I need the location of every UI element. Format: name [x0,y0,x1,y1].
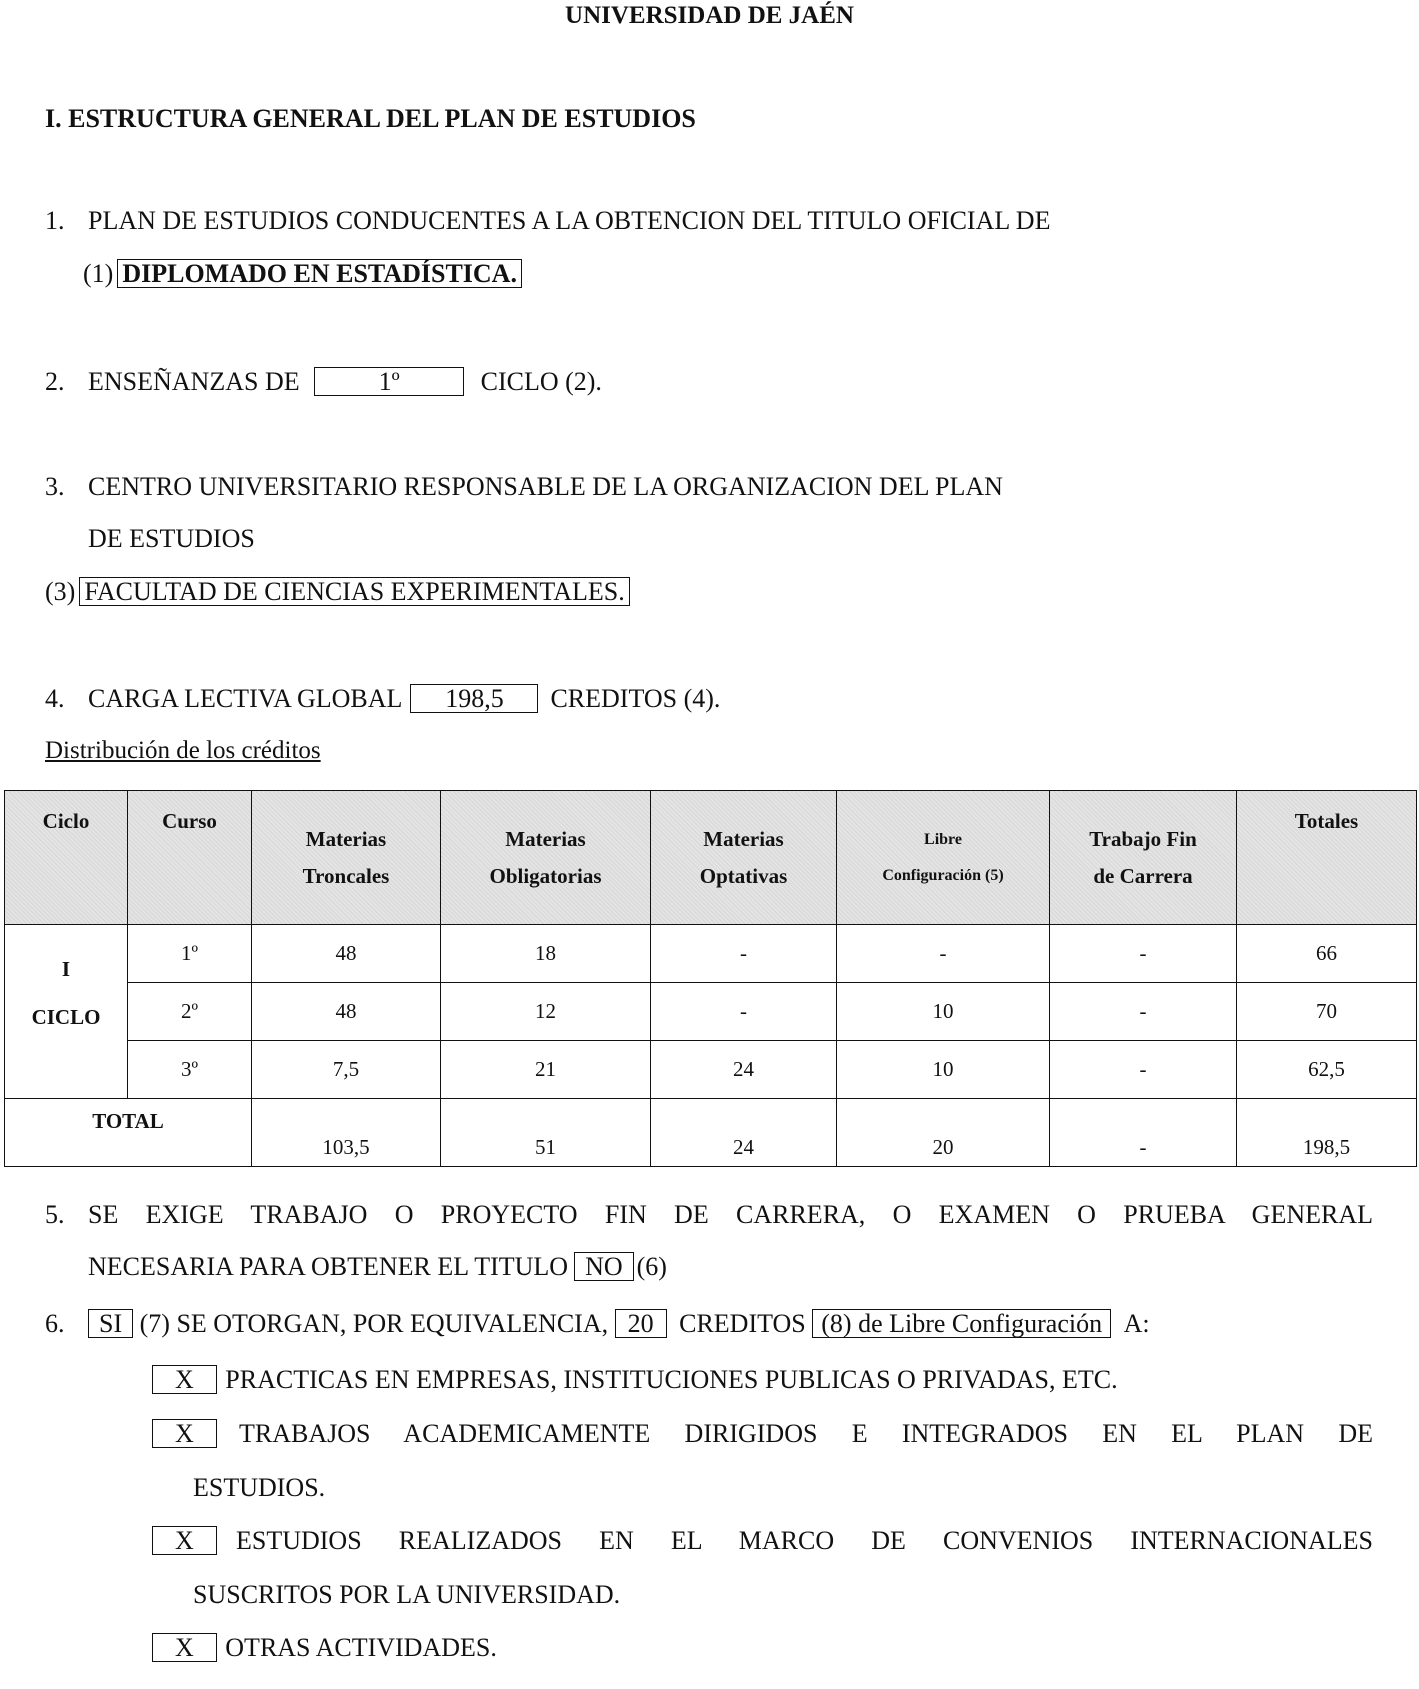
curso-cell: 2º [128,983,252,1041]
total-libre-cell: 20 [837,1099,1050,1167]
item2-prefix: ENSEÑANZAS DE [88,367,300,396]
option-label: TRABAJOS ACADEMICAMENTE DIRIGIDOS E INTEGRADOS EN EL PLAN DE [239,1419,1373,1448]
trabajo-cell: - [1050,1041,1237,1099]
obligatorias-cell: 12 [441,983,651,1041]
item6-number: 6. [45,1309,65,1338]
item1-answer-line [83,259,522,289]
obligatorias-cell: 21 [441,1041,651,1099]
credits-distribution-table [4,790,1417,1167]
item3-number: 3. [45,472,65,501]
item3-line1: CENTRO UNIVERSITARIO RESPONSABLE DE LA ORGANIZACION DEL PLAN [88,472,1003,501]
item1-ref: (1) [83,259,114,288]
curso-cell: 3º [128,1041,252,1099]
item3-answer-line [45,577,630,607]
header-totales: Totales [1237,791,1417,925]
total-optativas-cell: 24 [651,1099,837,1167]
option-label-continued: SUSCRITOS POR LA UNIVERSIDAD. [193,1580,621,1609]
total-label-cell: TOTAL [5,1099,252,1167]
option-checkbox: X [152,1633,217,1662]
troncales-cell: 7,5 [252,1041,441,1099]
total-obligatorias-cell: 51 [441,1099,651,1167]
libre-cell: - [837,925,1050,983]
header-obligatorias: Materias Obligatorias [441,791,651,925]
option-convenios-checkbox-line [152,1526,217,1556]
optativas-cell: 24 [651,1041,837,1099]
header-ciclo: Ciclo [5,791,128,925]
item5-prefix: NECESARIA PARA OBTENER EL TITULO [88,1252,569,1281]
troncales-cell: 48 [252,925,441,983]
item2-suffix: CICLO (2). [480,367,602,396]
equivalence-si-field: SI [88,1309,133,1338]
item4-suffix: CREDITOS (4). [550,684,721,713]
option-practicas [152,1365,1118,1395]
totales-cell: 70 [1237,983,1417,1041]
item1-number: 1. [45,206,65,235]
header-libre-configuracion: Libre Configuración (5) [837,791,1050,925]
item6-text1: (7) SE OTORGAN, POR EQUIVALENCIA, [139,1309,609,1338]
total-troncales-cell: 103,5 [252,1099,441,1167]
option-otras [152,1633,497,1663]
table-row [5,925,1417,983]
option-label: OTRAS ACTIVIDADES. [225,1633,497,1662]
final-project-field: NO [574,1252,634,1281]
item5-number: 5. [45,1200,65,1229]
item2-line [88,367,602,397]
option-trabajos-checkbox-line [152,1419,217,1449]
option-label: ESTUDIOS REALIZADOS EN EL MARCO DE CONVENIOS INTERNACIONALES [236,1526,1373,1555]
item6-line [88,1309,1150,1339]
item3-ref: (3) [45,577,76,606]
credit-type-field: (8) de Libre Configuración [812,1309,1111,1338]
libre-cell: 10 [837,983,1050,1041]
item6-text2: CREDITOS [679,1309,806,1338]
item5-ref: (6) [636,1252,667,1281]
item5-line1: SE EXIGE TRABAJO O PROYECTO FIN DE CARRERA, O EXAMEN O PRUEBA GENERAL [88,1200,1373,1229]
obligatorias-cell: 18 [441,925,651,983]
total-trabajo-cell: - [1050,1099,1237,1167]
totales-cell: 62,5 [1237,1041,1417,1099]
section-title: I. ESTRUCTURA GENERAL DEL PLAN DE ESTUDIOS [45,104,696,133]
header-trabajo-fin-carrera: Trabajo Fin de Carrera [1050,791,1237,925]
header-curso: Curso [128,791,252,925]
optativas-cell: - [651,925,837,983]
option-checkbox: X [152,1365,217,1394]
degree-title-field: DIPLOMADO EN ESTADÍSTICA. [117,259,522,288]
option-label: PRACTICAS EN EMPRESAS, INSTITUCIONES PUBLICAS O PRIVADAS, ETC. [225,1365,1118,1394]
distribution-title: Distribución de los créditos [45,737,321,764]
equivalence-credits-field: 20 [615,1309,667,1338]
table-row [5,983,1417,1041]
global-credits-field: 198,5 [410,684,538,713]
item4-line [88,684,720,714]
total-totales-cell: 198,5 [1237,1099,1417,1167]
item3-line2: DE ESTUDIOS [88,524,255,553]
option-label-continued: ESTUDIOS. [193,1473,326,1502]
item1-text: PLAN DE ESTUDIOS CONDUCENTES A LA OBTENCION DEL TITULO OFICIAL DE [88,206,1051,235]
option-checkbox: X [152,1419,217,1448]
header-troncales: Materias Troncales [252,791,441,925]
table-header-row [5,791,1417,925]
curso-cell: 1º [128,925,252,983]
item2-number: 2. [45,367,65,396]
table-total-row [5,1099,1417,1167]
item4-prefix: CARGA LECTIVA GLOBAL [88,684,403,713]
item4-number: 4. [45,684,65,713]
cycle-field: 1º [314,367,464,396]
option-checkbox: X [152,1526,217,1555]
optativas-cell: - [651,983,837,1041]
libre-cell: 10 [837,1041,1050,1099]
header-optativas: Materias Optativas [651,791,837,925]
totales-cell: 66 [1237,925,1417,983]
ciclo-cell: I CICLO [5,925,128,1099]
item5-line2 [88,1252,667,1282]
university-title: UNIVERSIDAD DE JAÉN [565,2,854,29]
trabajo-cell: - [1050,983,1237,1041]
item6-text3: A: [1123,1309,1150,1338]
table-row [5,1041,1417,1099]
trabajo-cell: - [1050,925,1237,983]
faculty-field: FACULTAD DE CIENCIAS EXPERIMENTALES. [79,577,629,606]
troncales-cell: 48 [252,983,441,1041]
